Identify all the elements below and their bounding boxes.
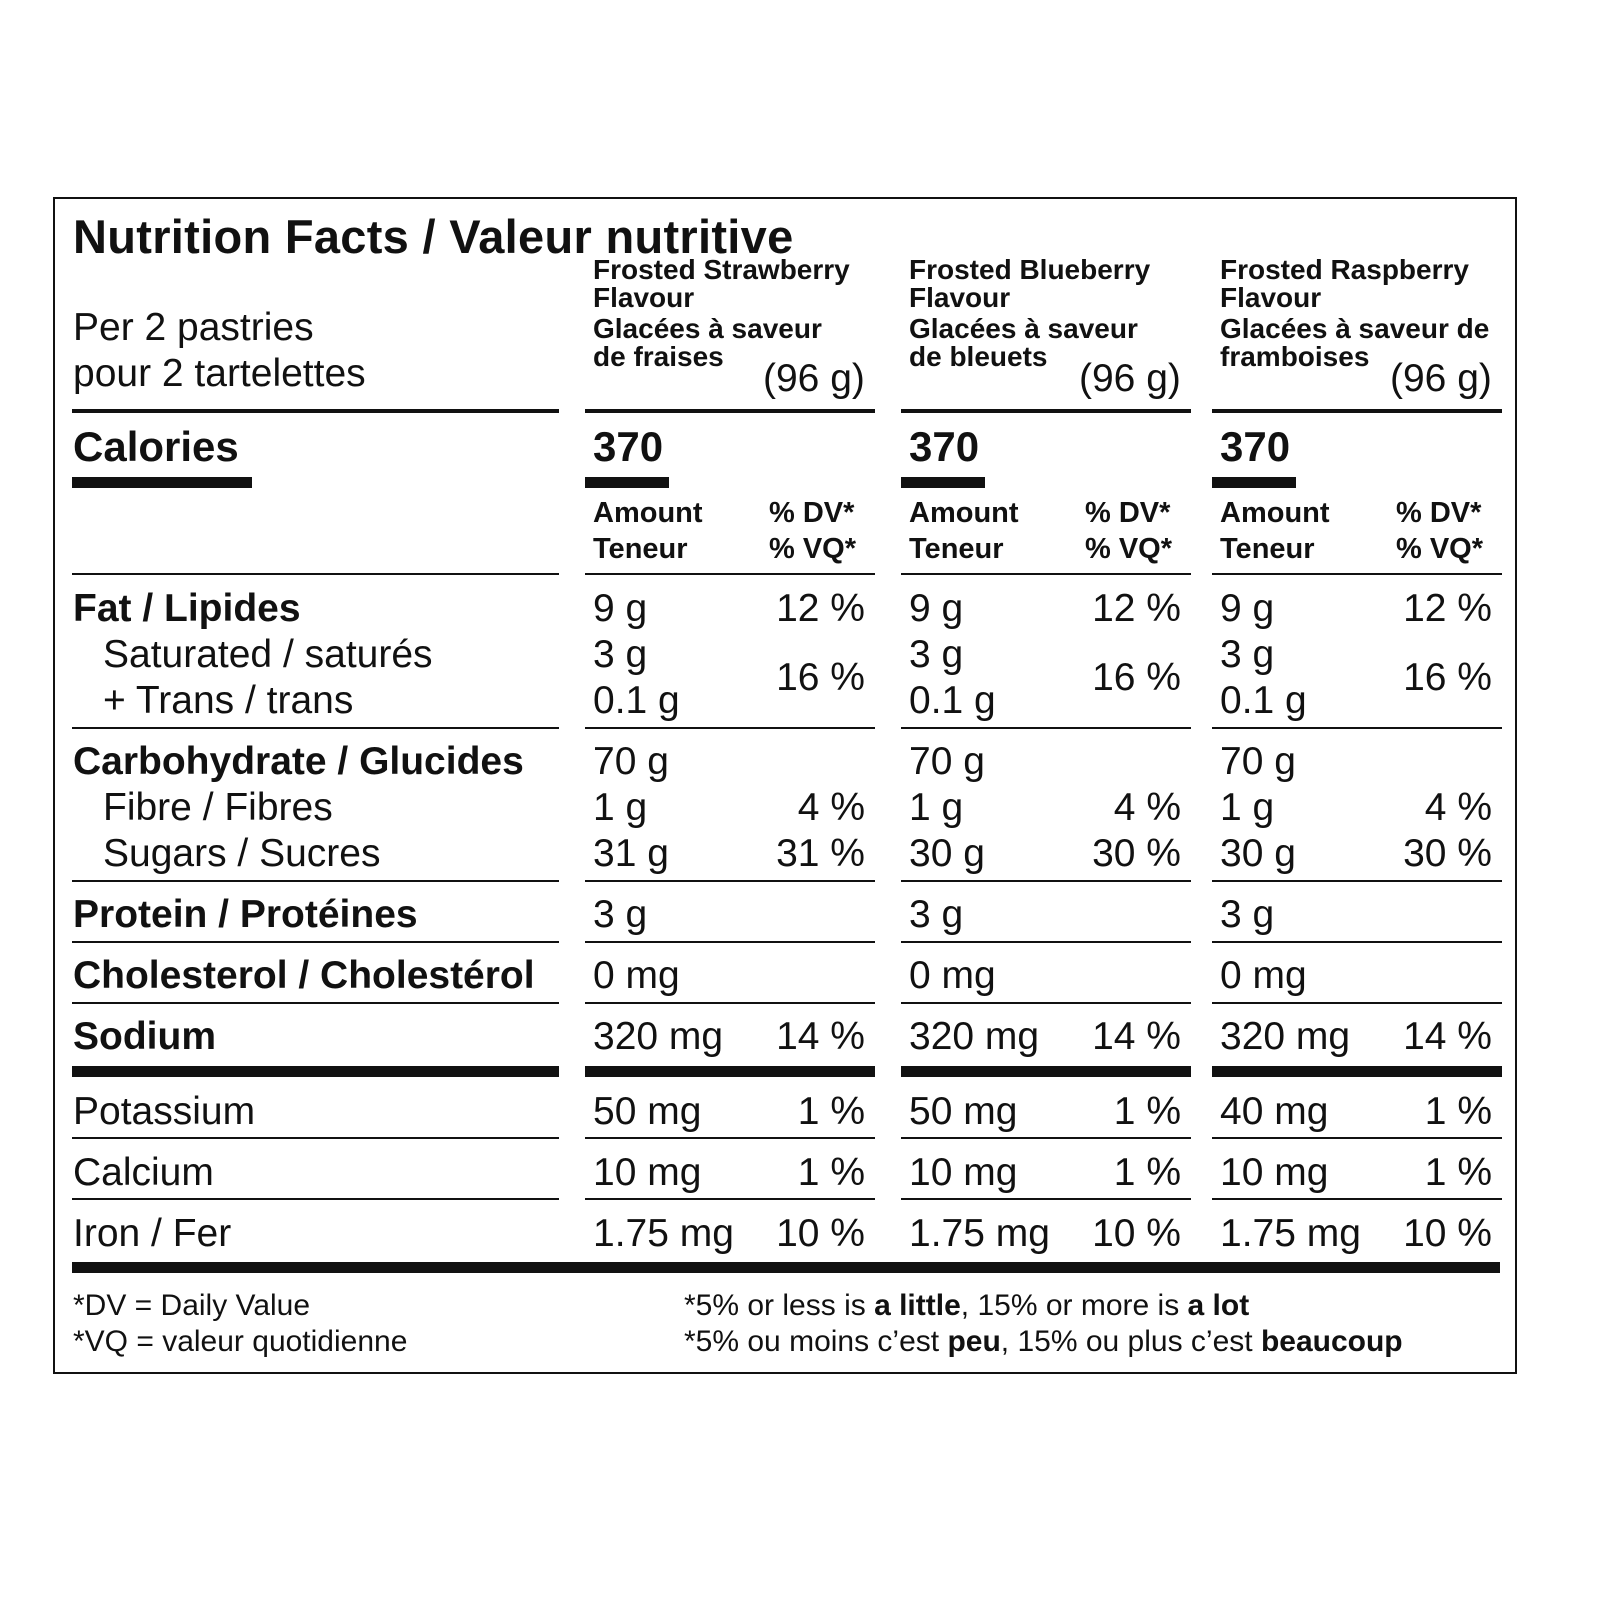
calories-rule (901, 477, 985, 488)
row-divider (901, 1198, 1191, 1200)
iron-daily-value-strawberry: 10 % (776, 1212, 865, 1255)
calcium-daily-value-strawberry: 1 % (797, 1151, 865, 1194)
sodium-daily-value-raspberry: 14 % (1403, 1015, 1492, 1058)
fibre-amount-blueberry: 1 g (909, 786, 964, 829)
protein-label: Protein / Protéines (73, 893, 418, 936)
product-name-en-strawberry: Frosted Strawberry (593, 254, 850, 285)
row-divider (72, 1198, 559, 1200)
saturated-amount-strawberry: 3 g (593, 633, 648, 676)
sat_trans-daily-value-raspberry: 16 % (1403, 656, 1492, 699)
row-divider (585, 941, 875, 943)
amount-header: Amount (909, 497, 1019, 529)
fat-amount-blueberry: 9 g (909, 587, 964, 630)
sodium-thick-rule (901, 1066, 1191, 1077)
row-divider (901, 727, 1191, 729)
cholesterol-label: Cholesterol / Cholestérol (73, 954, 535, 997)
row-divider (72, 573, 559, 575)
fat-amount-raspberry: 9 g (1220, 587, 1275, 630)
calcium-amount-raspberry: 10 mg (1220, 1151, 1329, 1194)
bottom-thick-rule (72, 1262, 1500, 1273)
row-divider (585, 880, 875, 882)
sugars-label: Sugars / Sucres (103, 832, 381, 875)
iron-amount-raspberry: 1.75 mg (1220, 1212, 1361, 1255)
row-divider (1212, 727, 1502, 729)
nutrition-facts-panel (53, 197, 1517, 1374)
calories-value-blueberry: 370 (909, 423, 980, 470)
calcium-amount-strawberry: 10 mg (593, 1151, 702, 1194)
saturated-amount-blueberry: 3 g (909, 633, 964, 676)
calcium-amount-blueberry: 10 mg (909, 1151, 1018, 1194)
amount-header: Amount (1220, 497, 1330, 529)
product-name-fr-strawberry: Glacées à saveur (593, 313, 822, 344)
serving-size-en: Per 2 pastries (73, 306, 314, 349)
product-name-en-blueberry: Flavour (909, 282, 1011, 313)
saturated-amount-raspberry: 3 g (1220, 633, 1275, 676)
cholesterol-amount-blueberry: 0 mg (909, 954, 996, 997)
protein-amount-strawberry: 3 g (593, 893, 648, 936)
carbohydrate-label: Carbohydrate / Glucides (73, 740, 524, 783)
calories-label: Calories (73, 423, 239, 470)
trans-label: + Trans / trans (103, 679, 354, 722)
vq-header: % VQ* (1085, 533, 1173, 565)
row-divider (901, 880, 1191, 882)
dv-header: % DV* (1085, 497, 1171, 529)
calories-rule (585, 477, 669, 488)
product-name-fr-raspberry: framboises (1220, 341, 1370, 372)
fibre-amount-raspberry: 1 g (1220, 786, 1275, 829)
row-divider (72, 941, 559, 943)
fat-amount-strawberry: 9 g (593, 587, 648, 630)
row-divider (901, 1002, 1191, 1004)
product-name-en-blueberry: Frosted Blueberry (909, 254, 1151, 285)
iron-amount-strawberry: 1.75 mg (593, 1212, 734, 1255)
cholesterol-amount-raspberry: 0 mg (1220, 954, 1307, 997)
row-divider (72, 1137, 559, 1139)
row-divider (585, 1002, 875, 1004)
fat-daily-value-strawberry: 12 % (776, 587, 865, 630)
serving-rule (72, 409, 559, 413)
cholesterol-amount-strawberry: 0 mg (593, 954, 680, 997)
fat-label: Fat / Lipides (73, 587, 301, 630)
footnote-vq: *VQ = valeur quotidienne (73, 1325, 408, 1358)
potassium-daily-value-strawberry: 1 % (797, 1090, 865, 1133)
potassium-daily-value-blueberry: 1 % (1113, 1090, 1181, 1133)
saturated-label: Saturated / saturés (103, 633, 433, 676)
panel-title: Nutrition Facts / Valeur nutritive (73, 210, 794, 263)
serving-rule (1212, 409, 1502, 413)
potassium-amount-raspberry: 40 mg (1220, 1090, 1329, 1133)
iron-label: Iron / Fer (73, 1212, 232, 1255)
fibre-daily-value-blueberry: 4 % (1113, 786, 1181, 829)
fibre-label: Fibre / Fibres (103, 786, 333, 829)
row-divider (72, 880, 559, 882)
row-divider (1212, 1137, 1502, 1139)
calories-value-strawberry: 370 (593, 423, 664, 470)
row-divider (72, 1002, 559, 1004)
teneur-header: Teneur (909, 533, 1004, 565)
sodium-amount-strawberry: 320 mg (593, 1015, 724, 1058)
calories-rule (72, 477, 252, 488)
product-name-fr-raspberry: Glacées à saveur de (1220, 313, 1490, 344)
serving-rule (585, 409, 875, 413)
vq-header: % VQ* (1396, 533, 1484, 565)
footnote-dv: *DV = Daily Value (73, 1289, 311, 1322)
fat-daily-value-raspberry: 12 % (1403, 587, 1492, 630)
sugars-daily-value-blueberry: 30 % (1092, 832, 1181, 875)
iron-daily-value-blueberry: 10 % (1092, 1212, 1181, 1255)
row-divider (585, 1137, 875, 1139)
row-divider (1212, 1002, 1502, 1004)
vq-header: % VQ* (769, 533, 857, 565)
fibre-daily-value-strawberry: 4 % (797, 786, 865, 829)
sodium-daily-value-blueberry: 14 % (1092, 1015, 1181, 1058)
teneur-header: Teneur (1220, 533, 1315, 565)
fibre-daily-value-raspberry: 4 % (1424, 786, 1492, 829)
protein-amount-raspberry: 3 g (1220, 893, 1275, 936)
dv-header: % DV* (769, 497, 855, 529)
calcium-daily-value-raspberry: 1 % (1424, 1151, 1492, 1194)
row-divider (1212, 941, 1502, 943)
footnote-scale-en: *5% or less is a little, 15% or more is a lot (684, 1289, 1250, 1322)
product-name-fr-blueberry: de bleuets (909, 341, 1048, 372)
row-divider (72, 727, 559, 729)
sodium-thick-rule (585, 1066, 875, 1077)
iron-daily-value-raspberry: 10 % (1403, 1212, 1492, 1255)
footnote-scale-fr: *5% ou moins c’est peu, 15% ou plus c’est beaucoup (684, 1325, 1403, 1358)
potassium-label: Potassium (73, 1090, 256, 1133)
sodium-daily-value-strawberry: 14 % (776, 1015, 865, 1058)
row-divider (1212, 880, 1502, 882)
potassium-amount-strawberry: 50 mg (593, 1090, 702, 1133)
sodium-amount-blueberry: 320 mg (909, 1015, 1040, 1058)
product-name-en-raspberry: Frosted Raspberry (1220, 254, 1469, 285)
sodium-label: Sodium (73, 1015, 216, 1058)
sugars-daily-value-raspberry: 30 % (1403, 832, 1492, 875)
carb-amount-raspberry: 70 g (1220, 740, 1296, 783)
trans-amount-raspberry: 0.1 g (1220, 679, 1307, 722)
sodium-thick-rule (72, 1066, 559, 1077)
row-divider (585, 573, 875, 575)
fat-daily-value-blueberry: 12 % (1092, 587, 1181, 630)
amount-header: Amount (593, 497, 703, 529)
teneur-header: Teneur (593, 533, 688, 565)
calcium-label: Calcium (73, 1151, 214, 1194)
sat_trans-daily-value-blueberry: 16 % (1092, 656, 1181, 699)
sugars-amount-strawberry: 31 g (593, 832, 669, 875)
sugars-daily-value-strawberry: 31 % (776, 832, 865, 875)
carb-amount-blueberry: 70 g (909, 740, 985, 783)
fibre-amount-strawberry: 1 g (593, 786, 648, 829)
serving-weight-strawberry: (96 g) (763, 357, 865, 400)
row-divider (1212, 1198, 1502, 1200)
row-divider (901, 941, 1191, 943)
row-divider (901, 1137, 1191, 1139)
product-name-fr-blueberry: Glacées à saveur (909, 313, 1138, 344)
sugars-amount-raspberry: 30 g (1220, 832, 1296, 875)
potassium-amount-blueberry: 50 mg (909, 1090, 1018, 1133)
carb-amount-strawberry: 70 g (593, 740, 669, 783)
product-name-en-strawberry: Flavour (593, 282, 695, 313)
potassium-daily-value-raspberry: 1 % (1424, 1090, 1492, 1133)
product-name-fr-strawberry: de fraises (593, 341, 724, 372)
calories-rule (1212, 477, 1296, 488)
calories-value-raspberry: 370 (1220, 423, 1291, 470)
row-divider (585, 727, 875, 729)
serving-weight-raspberry: (96 g) (1390, 357, 1492, 400)
serving-size-fr: pour 2 tartelettes (73, 352, 366, 395)
trans-amount-blueberry: 0.1 g (909, 679, 996, 722)
trans-amount-strawberry: 0.1 g (593, 679, 680, 722)
product-name-en-raspberry: Flavour (1220, 282, 1322, 313)
iron-amount-blueberry: 1.75 mg (909, 1212, 1050, 1255)
sodium-amount-raspberry: 320 mg (1220, 1015, 1351, 1058)
row-divider (901, 573, 1191, 575)
protein-amount-blueberry: 3 g (909, 893, 964, 936)
row-divider (1212, 573, 1502, 575)
sugars-amount-blueberry: 30 g (909, 832, 985, 875)
sodium-thick-rule (1212, 1066, 1502, 1077)
row-divider (585, 1198, 875, 1200)
serving-rule (901, 409, 1191, 413)
dv-header: % DV* (1396, 497, 1482, 529)
calcium-daily-value-blueberry: 1 % (1113, 1151, 1181, 1194)
sat_trans-daily-value-strawberry: 16 % (776, 656, 865, 699)
serving-weight-blueberry: (96 g) (1079, 357, 1181, 400)
